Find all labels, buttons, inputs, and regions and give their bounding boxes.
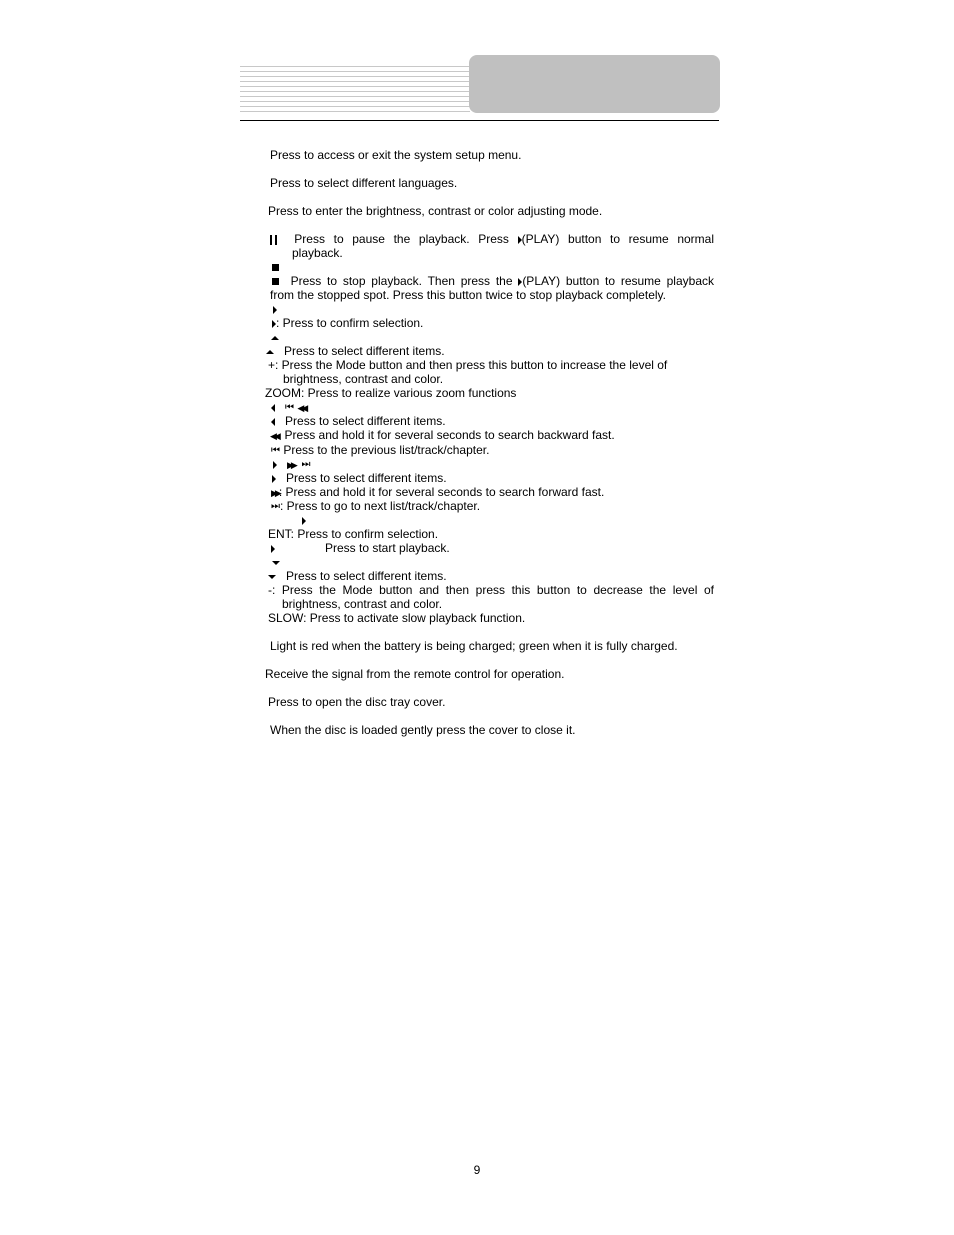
- plus-description: +: Press the Mode button and then press this button to increase the level of: [268, 358, 668, 372]
- right-arrow-icon: [273, 306, 277, 314]
- next-icon: ⏭: [271, 500, 280, 512]
- remote-description: Receive the signal from the remote control for operation.: [265, 667, 565, 681]
- down-arrow-icon: [272, 561, 280, 565]
- play-icon: [518, 236, 522, 244]
- fast-forward-description: ▶▶: Press and hold it for several seconds to search forward fast.: [271, 485, 605, 499]
- page-number: 9: [473, 1163, 481, 1177]
- enter-icon-row: [273, 302, 277, 316]
- up-arrow-icon: [271, 336, 279, 340]
- language-description: Press to select different languages.: [270, 176, 458, 190]
- previous-icon: ⏮: [285, 401, 295, 413]
- play-description: Press to start playback.: [271, 541, 450, 555]
- right-arrow-icon: [302, 517, 306, 525]
- rewind-icon: ◀◀: [297, 402, 306, 413]
- enter-description: : Press to confirm selection.: [272, 316, 423, 330]
- plus-description-cont: brightness, contrast and color.: [283, 372, 444, 386]
- stop-description-cont: from the stopped spot. Press this button twice to stop playback completely.: [270, 288, 666, 302]
- ent-description: ENT: Press to confirm selection.: [268, 527, 439, 541]
- mode-description: Press to enter the brightness, contrast or color adjusting mode.: [268, 204, 603, 218]
- left-icons-row: [271, 400, 305, 414]
- fast-forward-icon: ▶▶: [271, 487, 279, 498]
- right-icons-row: [273, 457, 311, 471]
- play-icon: [518, 278, 522, 286]
- fast-forward-icon: ▶▶: [287, 459, 295, 470]
- stop-icon: [272, 278, 279, 285]
- down-description: Press to select different items.: [268, 569, 447, 583]
- left-arrow-icon: [271, 404, 275, 412]
- next-description: ⏭: Press to go to next list/track/chapter.: [271, 499, 481, 513]
- previous-icon: ⏮: [271, 444, 280, 456]
- setup-description: Press to access or exit the system setup menu.: [270, 148, 522, 162]
- previous-description: ⏮ Press to the previous list/track/chapter.: [271, 443, 490, 457]
- header-lines: [240, 62, 470, 112]
- right-arrow-icon: [272, 320, 276, 328]
- minus-description-cont: brightness, contrast and color.: [282, 597, 443, 611]
- right-arrow-icon: [272, 475, 276, 483]
- up-icon-row: [271, 330, 279, 344]
- open-description: Press to open the disc tray cover.: [268, 695, 446, 709]
- stop-description: Press to stop playback. Then press the (PLAY) button to resume playback: [272, 274, 714, 288]
- header-rule: [240, 120, 719, 121]
- left-description: Press to select different items.: [271, 414, 446, 428]
- left-arrow-icon: [271, 418, 275, 426]
- rewind-icon: ◀◀: [270, 430, 278, 441]
- play-icon: [271, 545, 275, 553]
- up-arrow-icon: [266, 350, 274, 354]
- next-icon: ⏭: [301, 458, 311, 470]
- right-arrow-icon: [273, 461, 277, 469]
- ent-icon-row: [302, 513, 306, 527]
- header-tab: [469, 55, 720, 113]
- slow-description: SLOW: Press to activate slow playback function.: [268, 611, 526, 625]
- minus-description: -: Press the Mode button and then press this button to decrease the level of: [268, 583, 714, 597]
- pause-icon: [270, 235, 277, 245]
- close-description: When the disc is loaded gently press the cover to close it.: [270, 723, 576, 737]
- light-description: Light is red when the battery is being charged; green when it is fully charged.: [270, 639, 678, 653]
- rewind-description: ◀◀ Press and hold it for several seconds to search backward fast.: [270, 428, 615, 442]
- right-description: Press to select different items.: [272, 471, 447, 485]
- stop-icon: [272, 264, 279, 271]
- pause-description-cont: playback.: [292, 246, 343, 260]
- down-arrow-icon: [268, 575, 276, 579]
- zoom-description: ZOOM: Press to realize various zoom functions: [265, 386, 517, 400]
- down-icon-row: [272, 555, 280, 569]
- pause-description: Press to pause the playback. Press (PLAY) button to resume normal: [270, 232, 714, 246]
- stop-icon-row: [272, 260, 279, 274]
- up-description: Press to select different items.: [266, 344, 445, 358]
